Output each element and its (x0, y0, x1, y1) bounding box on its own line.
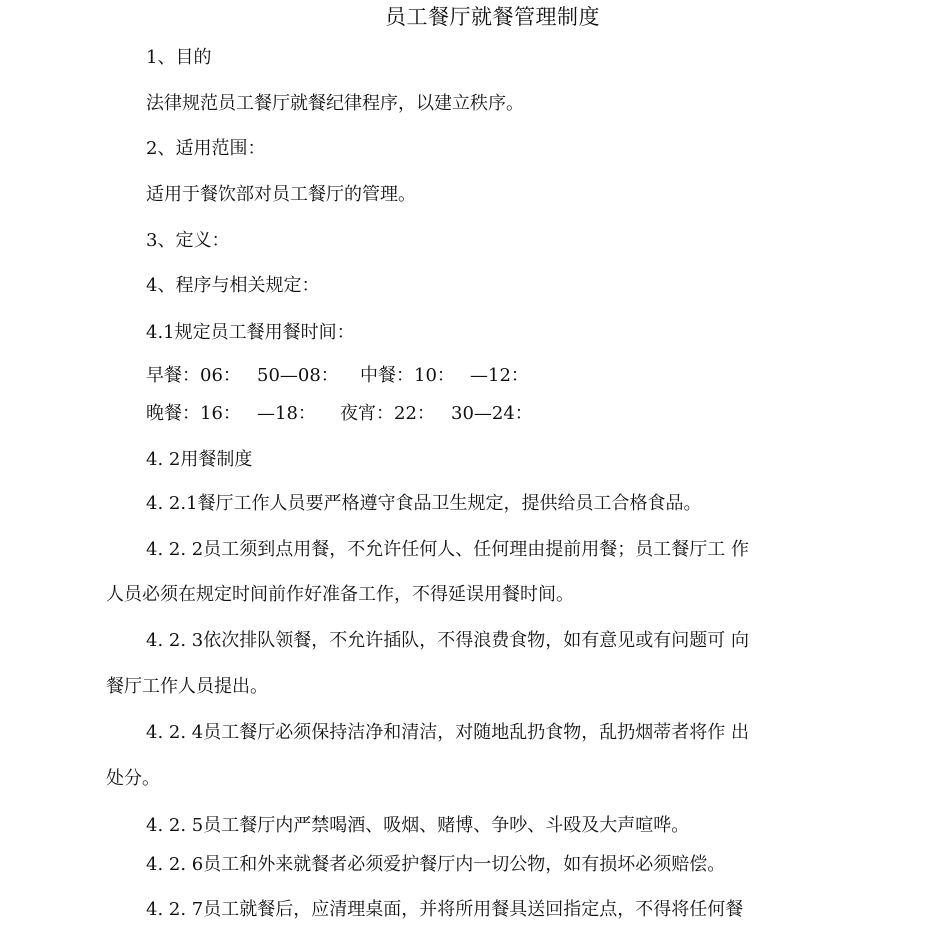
section-2-body: 适用于餐饮部对员工餐厅的管理。 (146, 184, 416, 205)
breakfast-start: 早餐：06： (146, 365, 241, 386)
rule-4-2-6: 4. 2. 6员工和外来就餐者必须爱护餐厅内一切公物，如有损坏必须赔偿。 (146, 854, 726, 875)
rule-4-2-5: 4. 2. 5员工餐厅内严禁喝酒、吸烟、赌博、争吵、斗殴及大声喧哗。 (146, 815, 690, 836)
document-title: 员工餐厅就餐管理制度 (385, 5, 600, 29)
rule-4-2-3-line-1: 4. 2. 3依次排队领餐，不允许插队，不得浪费食物，如有意见或有问题可 向 (146, 630, 749, 651)
section-2-heading: 2、适用范围： (146, 138, 266, 159)
rule-4-2-3-line-2: 餐厅工作人员提出。 (106, 676, 268, 697)
supper-end: 30—24： (451, 403, 533, 424)
section-4-1-heading: 4.1规定员工餐用餐时间： (146, 322, 355, 343)
rule-4-2-4-line-1: 4. 2. 4员工餐厅必须保持洁净和清洁，对随地乱扔食物，乱扔烟蒂者将作 出 (146, 722, 749, 743)
rule-4-2-2-line-1: 4. 2. 2员工须到点用餐，不允许任何人、任何理由提前用餐；员工餐厅工 作 (146, 539, 749, 560)
section-3-heading: 3、定义： (146, 230, 230, 251)
breakfast-end: 50—08： (257, 365, 339, 386)
section-1-heading: 1、目的 (146, 47, 212, 68)
rule-4-2-7-line-1: 4. 2. 7员工就餐后，应清理桌面，并将所用餐具送回指定点，不得将任何餐 (146, 899, 744, 920)
rule-4-2-2-line-2: 人员必须在规定时间前作好准备工作，不得延误用餐时间。 (106, 584, 574, 605)
supper-start: 夜宵：22： (340, 403, 435, 424)
rule-4-2-1: 4. 2.1餐厅工作人员要严格遵守食品卫生规定，提供给员工合格食品。 (146, 493, 702, 514)
lunch-end: —12： (470, 365, 529, 386)
dinner-start: 晚餐：16： (146, 403, 241, 424)
section-4-heading: 4、程序与相关规定： (146, 275, 320, 296)
section-1-body: 法律规范员工餐厅就餐纪律程序，以建立秩序。 (146, 93, 524, 114)
rule-4-2-4-line-2: 处分。 (106, 768, 160, 789)
dinner-end: —18： (257, 403, 316, 424)
section-4-2-heading: 4. 2用餐制度 (146, 449, 253, 470)
lunch-start: 中餐：10： (360, 365, 455, 386)
